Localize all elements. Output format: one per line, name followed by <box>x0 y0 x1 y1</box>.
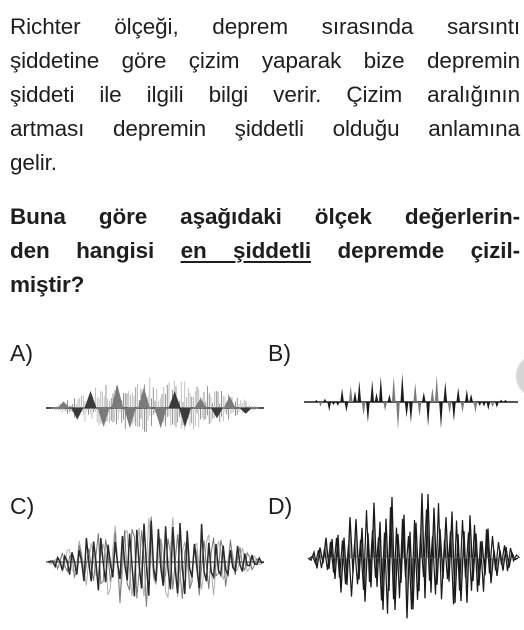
spike <box>456 388 460 402</box>
burst <box>240 408 252 414</box>
spike <box>392 376 396 402</box>
spike <box>366 402 370 423</box>
spike <box>332 402 336 405</box>
burst <box>179 408 191 427</box>
spike <box>422 392 426 402</box>
passage-line-3: şiddeti ile ilgili bilgi verir. Çizim aralığının <box>10 82 520 107</box>
spike <box>482 402 486 407</box>
option-b-label[interactable]: B) <box>268 340 291 366</box>
spike <box>487 402 491 410</box>
option-d-seismogram[interactable] <box>304 484 520 630</box>
question-line-2-pre: den hangisi <box>10 238 181 263</box>
passage-line-2: şiddetine göre çizim yaparak bize depremin <box>10 48 520 73</box>
passage-line-4: artması depremin şiddetli olduğu anlamına <box>10 116 520 141</box>
question-stem <box>10 200 520 302</box>
spike <box>327 402 331 411</box>
option-c-label[interactable]: C) <box>10 493 35 519</box>
spike <box>405 402 409 418</box>
spike <box>439 402 443 429</box>
spike <box>495 402 499 408</box>
option-d-label[interactable]: D) <box>268 493 293 519</box>
option-a-seismogram[interactable] <box>44 350 266 460</box>
spike <box>323 399 327 402</box>
spike <box>474 402 478 413</box>
spike <box>383 402 387 411</box>
spike <box>345 402 349 412</box>
spike <box>409 402 413 423</box>
spike <box>491 402 495 407</box>
question-passage <box>10 10 520 180</box>
spike <box>388 394 392 402</box>
burst <box>155 408 167 428</box>
spike <box>401 373 405 402</box>
spike <box>319 402 323 406</box>
spike <box>469 394 473 402</box>
spike <box>465 389 469 402</box>
spike <box>358 381 362 402</box>
spike <box>315 400 319 402</box>
question-line-1: Buna göre aşağıdaki ölçek değerlerin- <box>10 204 520 229</box>
spike <box>504 400 508 402</box>
passage-line-5: gelir. <box>10 150 57 175</box>
spike <box>375 393 379 402</box>
spike <box>349 385 353 402</box>
spike <box>418 402 422 417</box>
question-line-2 <box>10 234 520 268</box>
spike <box>499 400 503 402</box>
burst <box>169 391 181 408</box>
emphasis-underlined: en şiddetli <box>180 238 312 263</box>
spike <box>340 388 344 402</box>
burst <box>195 398 207 408</box>
option-a-label[interactable]: A) <box>10 340 33 366</box>
spike <box>431 388 435 402</box>
option-b-seismogram[interactable] <box>300 358 522 448</box>
spike <box>353 391 357 402</box>
spike <box>448 402 452 414</box>
spike <box>435 375 439 402</box>
question-line-2-post: depremde çizil- <box>311 238 520 263</box>
spike <box>426 402 430 427</box>
option-c-seismogram[interactable] <box>44 508 266 620</box>
burst <box>224 396 236 408</box>
spike <box>452 402 456 422</box>
burst <box>71 408 83 420</box>
spike <box>413 382 417 402</box>
spike <box>461 402 465 413</box>
spike <box>396 402 400 430</box>
question-line-3: miştir? <box>10 272 85 297</box>
spike <box>362 402 366 416</box>
spike <box>478 402 482 406</box>
passage-line-1: Richter ölçeği, deprem sırasında sarsıntı <box>10 14 520 39</box>
spike <box>336 402 340 406</box>
spike <box>370 380 374 402</box>
trace-line <box>48 521 264 597</box>
spike <box>444 381 448 402</box>
burst <box>85 391 97 408</box>
spike <box>379 376 383 402</box>
